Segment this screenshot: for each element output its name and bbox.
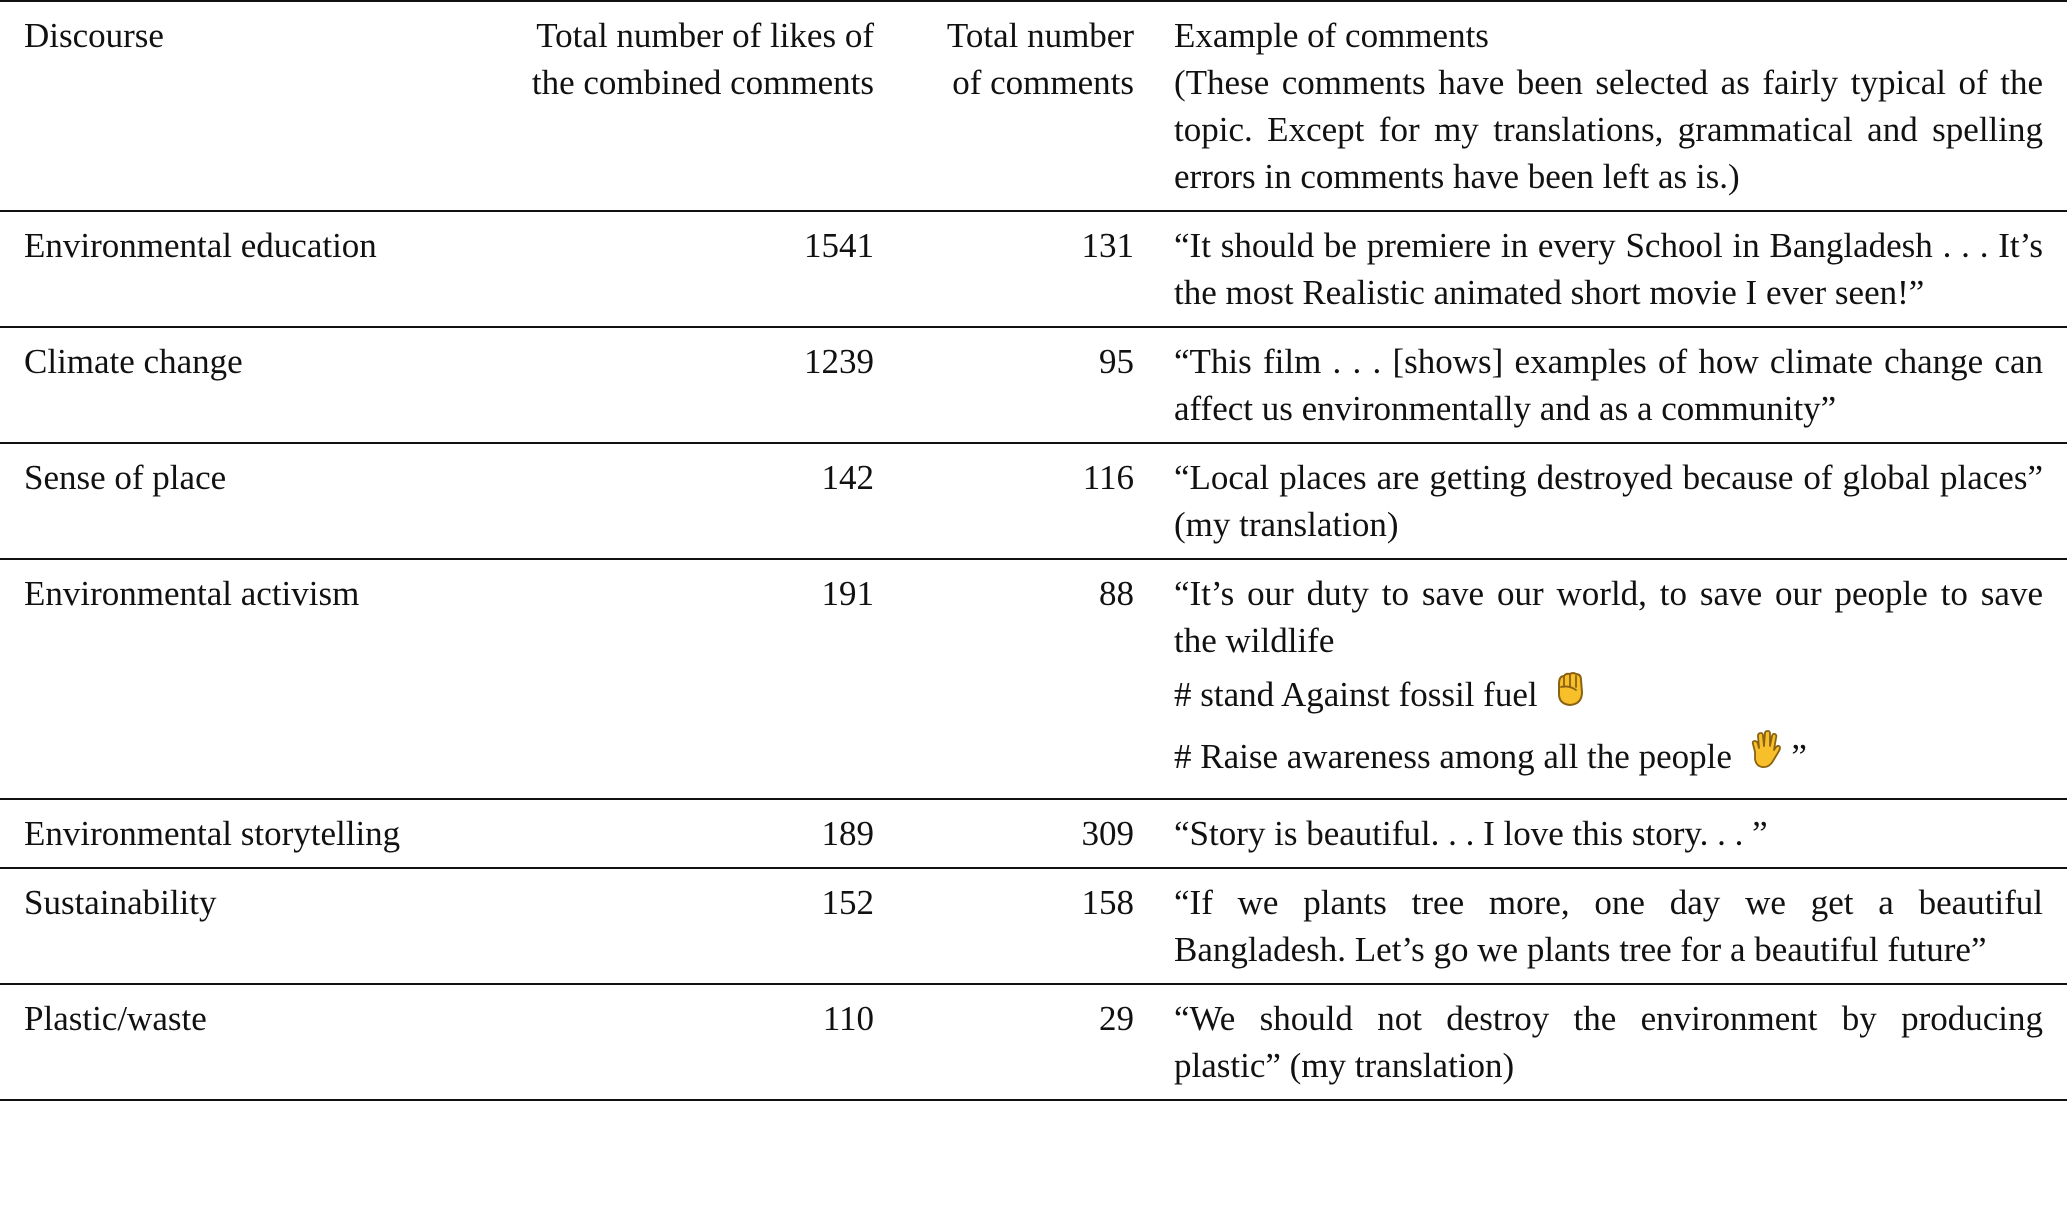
header-example-note: (These comments have been selected as fairly typical of the topic. Except for my translations, grammatical and spelling errors in comments have been left as is.) bbox=[1174, 63, 2043, 196]
table-row bbox=[0, 211, 2067, 327]
cell-example: “If we plants tree more, one day we get a beautiful Bangladesh. Let’s go we plants tree for a beautiful future” bbox=[1174, 883, 2043, 969]
cell-likes: 1541 bbox=[804, 226, 874, 265]
table-header-row bbox=[0, 1, 2067, 211]
table-row bbox=[0, 327, 2067, 443]
cell-likes: 189 bbox=[821, 814, 874, 853]
table-row bbox=[0, 443, 2067, 559]
cell-discourse: Sustainability bbox=[24, 883, 217, 922]
table-row bbox=[0, 984, 2067, 1100]
table-row bbox=[0, 799, 2067, 868]
header-total-comments: Total number of comments bbox=[946, 16, 1134, 102]
cell-count: 309 bbox=[1081, 814, 1134, 853]
cell-discourse: Sense of place bbox=[24, 458, 227, 497]
cell-example bbox=[1154, 559, 2067, 799]
example-line-3-text: # Raise awareness among all the people bbox=[1174, 737, 1732, 776]
example-line-2-text: # stand Against fossil fuel bbox=[1174, 675, 1538, 714]
cell-likes: 110 bbox=[822, 999, 874, 1038]
example-line-3-end: ” bbox=[1791, 737, 1807, 776]
cell-example: “Story is beautiful. . . I love this story. . . ” bbox=[1174, 814, 1768, 853]
cell-discourse: Climate change bbox=[24, 342, 243, 381]
cell-discourse: Plastic/waste bbox=[24, 999, 207, 1038]
cell-discourse: Environmental storytelling bbox=[24, 814, 401, 853]
header-example-title: Example of comments bbox=[1174, 16, 1489, 55]
cell-likes: 142 bbox=[821, 458, 874, 497]
cell-example: “This film . . . [shows] examples of how climate change can affect us environmentally and as a community” bbox=[1174, 342, 2043, 428]
cell-count: 158 bbox=[1081, 883, 1134, 922]
cell-count: 131 bbox=[1081, 226, 1134, 265]
cell-discourse: Environmental education bbox=[24, 226, 377, 265]
cell-count: 88 bbox=[1099, 574, 1134, 613]
cell-example: “We should not destroy the environment by producing plastic” (my translation) bbox=[1174, 999, 2043, 1085]
example-line-1: “It’s our duty to save our world, to save our people to save the wildlife bbox=[1174, 574, 2043, 660]
header-example-comments bbox=[1154, 1, 2067, 211]
cell-example: “It should be premiere in every School in Bangladesh . . . It’s the most Realistic animated short movie I ever seen!” bbox=[1174, 226, 2043, 312]
raised-fist-icon bbox=[1552, 668, 1588, 708]
example-line-3 bbox=[1174, 726, 2043, 788]
example-line-2 bbox=[1174, 664, 2043, 726]
header-discourse: Discourse bbox=[24, 16, 164, 55]
header-total-likes: Total number of likes of the combined comments bbox=[531, 16, 874, 102]
cell-example: “Local places are getting destroyed because of global places” (my translation) bbox=[1174, 458, 2043, 544]
cell-discourse: Environmental activism bbox=[24, 574, 360, 613]
raised-hand-icon bbox=[1747, 730, 1783, 770]
cell-count: 29 bbox=[1099, 999, 1134, 1038]
cell-likes: 1239 bbox=[804, 342, 874, 381]
table-row bbox=[0, 868, 2067, 984]
cell-count: 95 bbox=[1099, 342, 1134, 381]
cell-likes: 152 bbox=[821, 883, 874, 922]
cell-count: 116 bbox=[1082, 458, 1134, 497]
cell-likes: 191 bbox=[821, 574, 874, 613]
table-row bbox=[0, 559, 2067, 799]
